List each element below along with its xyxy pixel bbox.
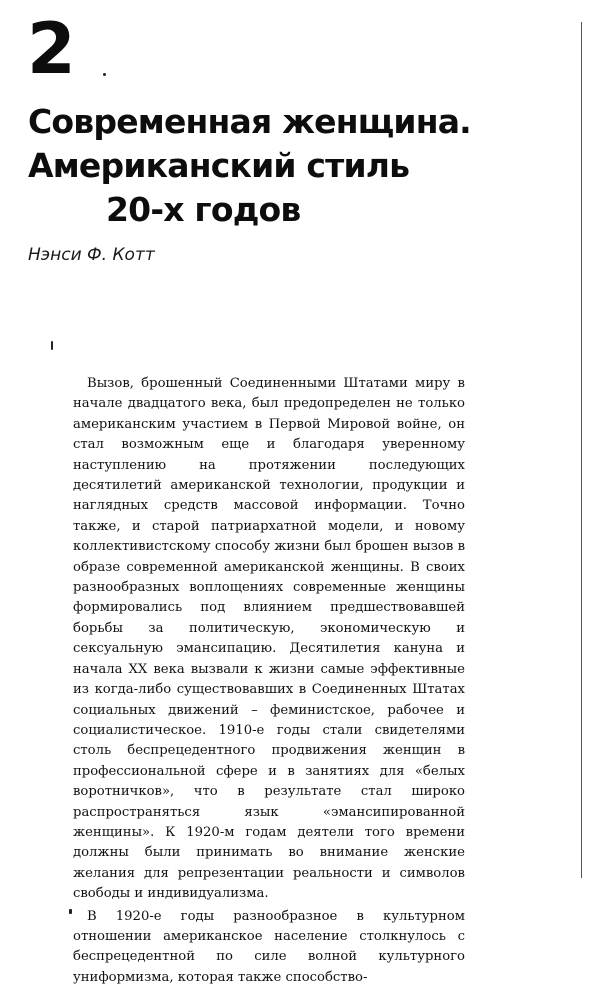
scan-speck (103, 73, 106, 76)
paragraph: Вызов, брошенный Соединенными Штатами миру в начале двадцатого века, был предопределен не только американским участием в Первой Мировой войне, он стал возможным еще и благодаря уверенному наступлению на протяжении последующих десятилетий американской технологии, продукции и наглядных средств массовой информации. Точно также, и старой патриархатной модели, и новому коллективистскому способу жизни был брошен вызов в образе современной американской женщины. В своих разнообразных воплощениях современные женщины формировались под влиянием предшествовавшей борьбы за политическую, экономическую и сексуальную эмансипацию. Десятилетия кануна и начала XX века вызвали к жизни самые эффективные из когда-либо существовавших в Соединенных Штатах социальных движений – феминистское, рабочее и социалистическое. 1910-е годы стали свидетелями столь беспрецедентного продвижения женщин в профессиональной сфере и в занятиях для «белых воротничков», что в результате стал широко распространяться язык «эмансипированной женщины». К 1920-м годам деятели того времени должны были принимать во внимание женские желания для репрезентации реальности и символов свободы и индивидуализма. (73, 376, 465, 902)
author-name: Нэнси Ф. Котт (28, 245, 155, 265)
chapter-title (28, 100, 548, 232)
paragraph: В 1920-е годы разнообразное в культурном отношении американское население столкнулось с беспрецедентной по силе волной культурного униформизма, которая также способство- (73, 908, 465, 985)
chapter-title-line: Современная женщина. (28, 102, 471, 141)
chapter-title-line: Американский стиль (28, 146, 410, 185)
chapter-number: 2 (27, 8, 75, 90)
body-text (73, 374, 465, 988)
chapter-title-line: 20-х годов (106, 190, 301, 229)
scan-speck (51, 341, 53, 350)
scan-speck (69, 909, 72, 914)
page-edge-rule (581, 22, 582, 878)
